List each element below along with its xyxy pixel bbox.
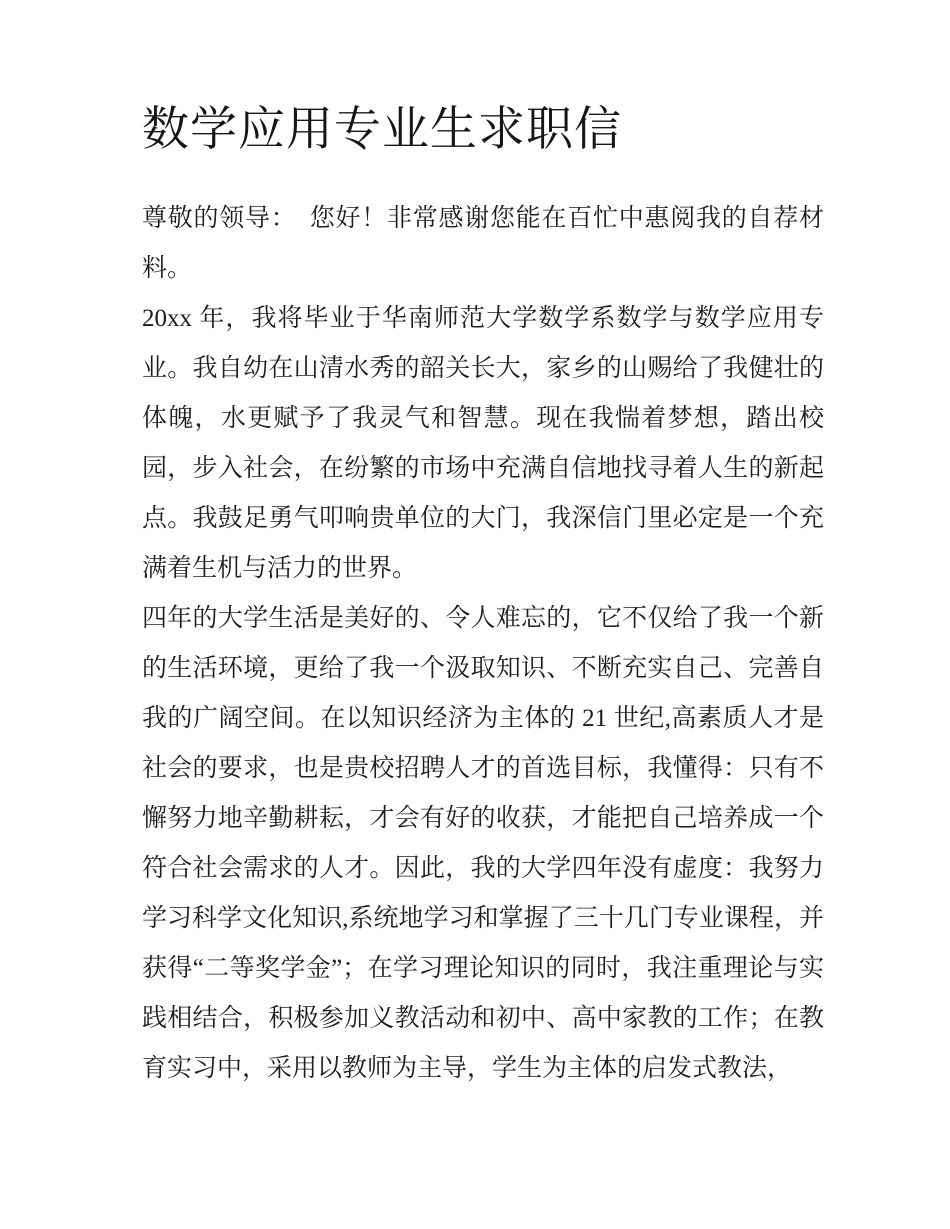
salutation-paragraph: 尊敬的领导： 您好！非常感谢您能在百忙中惠阅我的自荐材料。 [142, 205, 824, 282]
document-title: 数学应用专业生求职信 [142, 104, 622, 156]
university-life-paragraph: 四年的大学生活是美好的、令人难忘的，它不仅给了我一个新的生活环境，更给了我一个汲取知识、不断充实自己、完善自我的广阔空间。在以知识经济为主体的 21 世纪,高素质人才是社会的要求，也是贵校招聘人才的首选目标，我懂得：只有不懈努力地辛勤耕耘，才会有好的收获，才能把自己培养成一个符合社会需求的人才。因此，我的大学四年没有虚度：我努力学习科学文化知识,系统地学习和掌握了三十几门专业课程，并获得“二等奖学金”；在学习理论知识的同时，我注重理论与实践相结合，积极参加义教活动和初中、高中家教的工作；在教育实习中，采用以教师为主导，学生为主体的启发式教法， [142, 605, 824, 1082]
introduction-paragraph: 20xx 年，我将毕业于华南师范大学数学系数学与数学应用专业。我自幼在山清水秀的韶关长大，家乡的山赐给了我健壮的体魄，水更赋予了我灵气和智慧。现在我惴着梦想，踏出校园，步入社会，在纷繁的市场中充满自信地找寻着人生的新起点。我鼓足勇气叩响贵单位的大门，我深信门里必定是一个充满着生机与活力的世界。 [142, 305, 824, 582]
document-content [142, 102, 824, 1094]
